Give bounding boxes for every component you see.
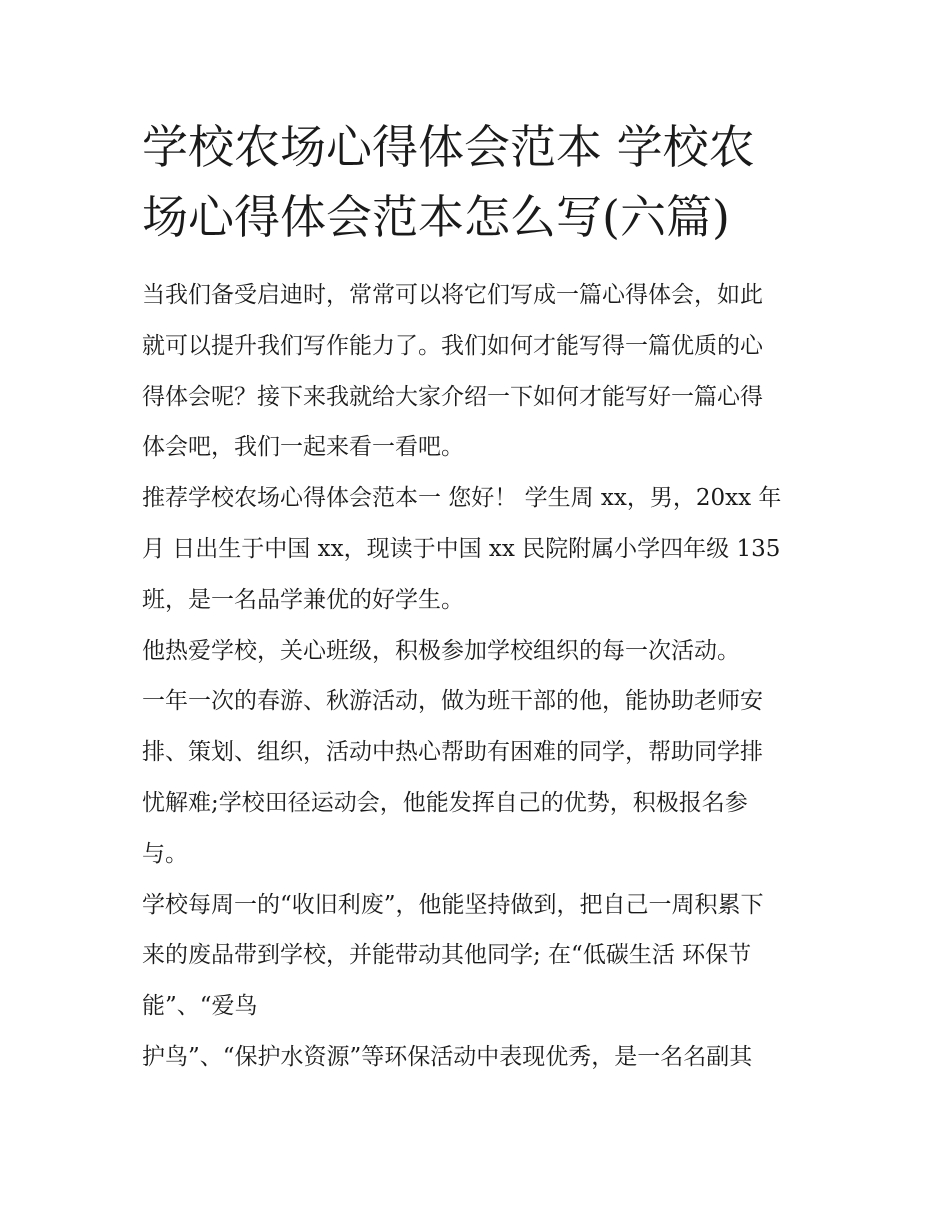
title-line-2: 场心得体会范本怎么写(六篇) (142, 190, 730, 244)
text-line: 护鸟”、“保护水资源”等环保活动中表现优秀，是一名名副其 (142, 1043, 753, 1070)
text-line: 来的废品带到学校，并能带动其他同学; 在“低碳生活 环保节 (142, 942, 752, 969)
text-line: 学校每周一的“收旧利废”，他能坚持做到，把自己一周积累下 (142, 891, 764, 918)
text-line: 忧解难;学校田径运动会，他能发挥自己的优势，积极报名参 (142, 789, 748, 816)
title-line-1: 学校农场心得体会范本 学校农 (142, 120, 755, 174)
text-line: 月 日出生于中国 xx，现读于中国 xx 民院附属小学四年级 135 (142, 535, 781, 562)
text-line: 排、策划、组织，活动中热心帮助有困难的同学，帮助同学排 (142, 739, 763, 766)
paragraph-sample-one (142, 473, 810, 625)
text-line: 能”、“爱鸟 (142, 993, 258, 1020)
paragraph-intro (142, 270, 810, 473)
text-line: 班，是一名品学兼优的好学生。 (142, 586, 464, 613)
text-line: 就可以提升我们写作能力了。我们如何才能写得一篇优质的心 (142, 332, 763, 359)
paragraph-environment (142, 1032, 810, 1083)
text-line: 体会吧，我们一起来看一看吧。 (142, 434, 464, 461)
text-line: 得体会呢？接下来我就给大家介绍一下如何才能写好一篇心得 (142, 383, 763, 410)
document-title (142, 112, 810, 252)
paragraph-recycling (142, 880, 810, 1032)
text-line: 当我们备受启迪时，常常可以将它们写成一篇心得体会，如此 (142, 282, 763, 308)
text-line: 一年一次的春游、秋游活动，做为班干部的他，能协助老师安 (142, 688, 763, 715)
text-line: 推荐学校农场心得体会范本一 您好！ 学生周 xx，男，20xx 年 (142, 485, 782, 512)
paragraph-loves-school (142, 626, 810, 677)
text-line: 他热爱学校，关心班级，积极参加学校组织的每一次活动。 (142, 637, 740, 664)
paragraph-activities (142, 676, 810, 879)
text-line: 与。 (142, 840, 188, 867)
